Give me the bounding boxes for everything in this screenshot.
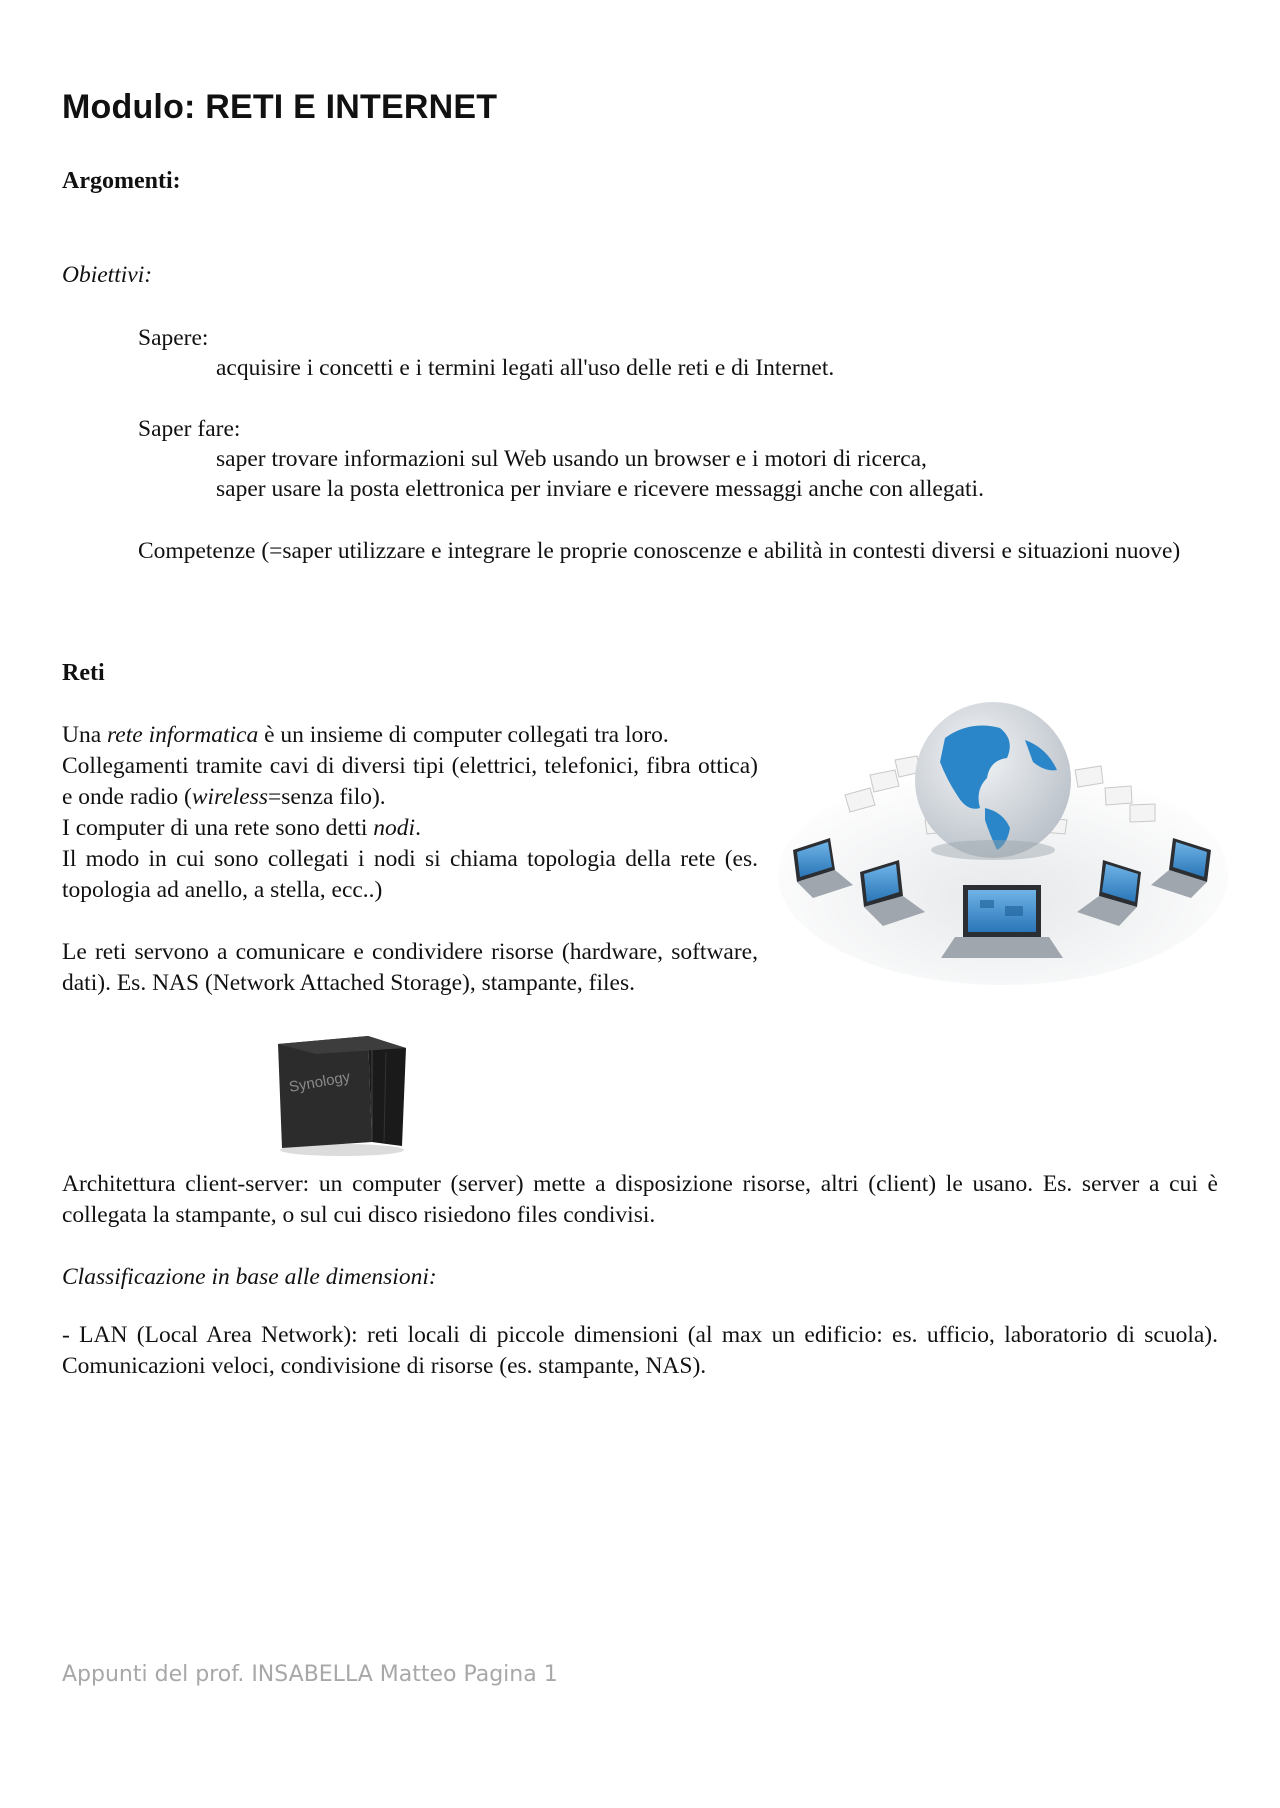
page-footer — [62, 1662, 558, 1687]
saper-fare-item: saper usare la posta elettronica per inviare e ricevere messaggi anche con allegati. — [216, 476, 984, 502]
sapere-item: acquisire i concetti e i termini legati all'uso delle reti e di Internet. — [216, 355, 835, 381]
reti-paragraph: Collegamenti tramite cavi di diversi tipi (elettrici, telefonici, fibra ottica) e onde radio (wireless=senza filo). — [62, 753, 758, 810]
reti-text-block — [62, 720, 758, 999]
classificazione-heading: Classificazione in base alle dimensioni: — [62, 1264, 437, 1290]
page-title: Modulo: RETI E INTERNET — [62, 88, 498, 126]
obiettivi-heading: Obiettivi: — [62, 262, 153, 288]
saper-fare-label: Saper fare: — [138, 416, 241, 442]
saper-fare-item: saper trovare informazioni sul Web usando un browser e i motori di ricerca, — [216, 446, 927, 472]
reti-paragraph: Il modo in cui sono collegati i nodi si chiama topologia della rete (es. topologia ad anello, a stella, ecc..) — [62, 846, 758, 903]
reti-paragraph: I computer di una rete sono detti nodi. — [62, 815, 421, 841]
reti-paragraph: Le reti servono a comunicare e condividere risorse (hardware, software, dati). Es. NAS (Network Attached Storage), stampante, files. — [62, 939, 758, 996]
lan-text: - LAN (Local Area Network): reti locali di piccole dimensioni (al max un edificio: es. ufficio, laboratorio di scuola). Comunicazioni veloci, condivisione di risorse (es. stampante, NAS). — [62, 1322, 1218, 1379]
footer-page-number: Pagina 1 — [463, 1662, 558, 1687]
footer-author: Appunti del prof. INSABELLA Matteo — [62, 1662, 457, 1687]
reti-paragraph: Una rete informatica è un insieme di computer collegati tra loro. — [62, 722, 669, 748]
nas-device-image — [268, 1030, 416, 1158]
reti-heading: Reti — [62, 660, 105, 686]
sapere-label: Sapere: — [138, 325, 209, 351]
competenze-text: Competenze (=saper utilizzare e integrare le proprie conoscenze e abilità in contesti diversi e situazioni nuove) — [138, 538, 1181, 564]
architettura-text: Architettura client-server: un computer (server) mette a disposizione risorse, altri (client) le usano. Es. server a cui è collegata la stampante, o sul cui disco risiedono files condivisi. — [62, 1171, 1218, 1228]
nas-brand-label: Synology — [287, 1068, 352, 1096]
network-globe-image — [775, 700, 1230, 985]
argomenti-heading: Argomenti: — [62, 168, 181, 194]
